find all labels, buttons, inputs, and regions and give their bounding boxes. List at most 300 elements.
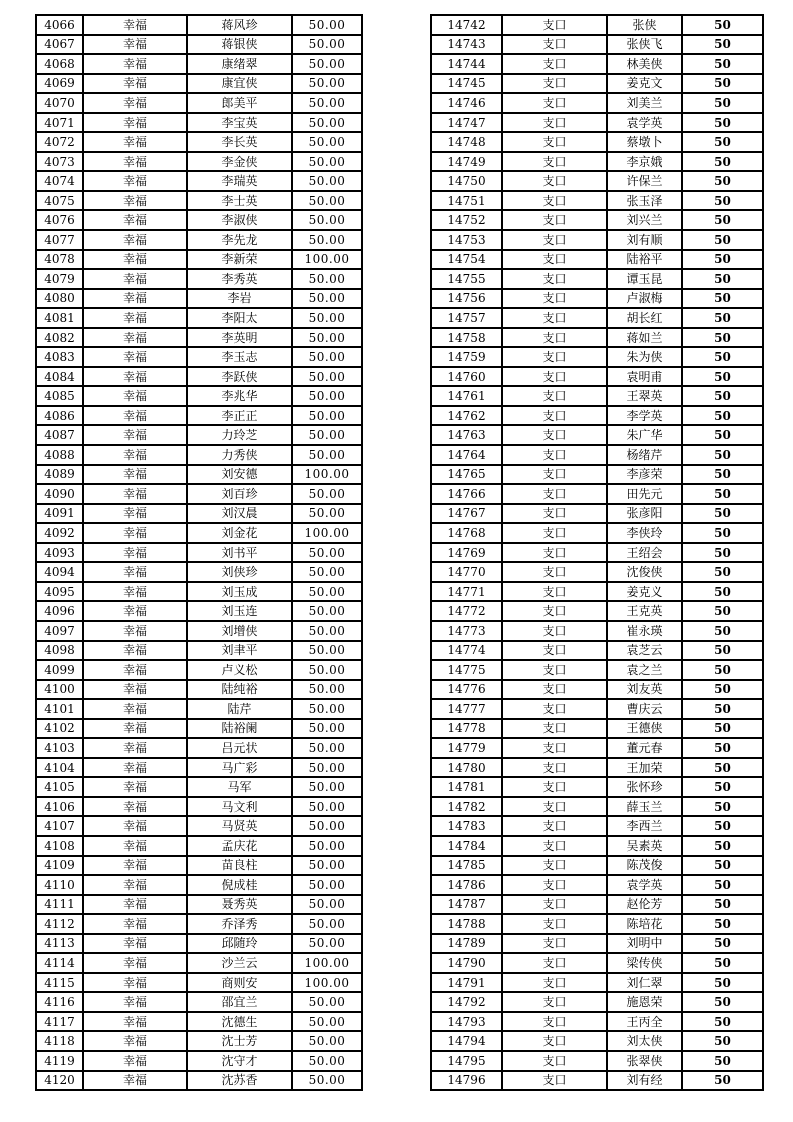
person-name-cell: 刘增侠: [187, 621, 292, 641]
group-name-cell: 支口: [502, 504, 607, 524]
amount-cell: 50: [682, 308, 763, 328]
group-name-cell: 支口: [502, 406, 607, 426]
person-name-cell: 陆芹: [187, 699, 292, 719]
table-row: [36, 719, 362, 739]
table-row: [36, 152, 362, 172]
group-name-cell: 幸福: [83, 308, 187, 328]
serial-number-cell: 4071: [36, 113, 83, 133]
person-name-cell: 卢义松: [187, 660, 292, 680]
amount-cell: 50: [682, 269, 763, 289]
person-name-cell: 刘兴兰: [607, 210, 682, 230]
amount-cell: 50.00: [292, 992, 362, 1012]
serial-number-cell: 4068: [36, 54, 83, 74]
table-row: [36, 269, 362, 289]
serial-number-cell: 4116: [36, 992, 83, 1012]
serial-number-cell: 14762: [431, 406, 502, 426]
serial-number-cell: 4117: [36, 1012, 83, 1032]
serial-number-cell: 14750: [431, 171, 502, 191]
table-row: [431, 582, 763, 602]
person-name-cell: 施恩荣: [607, 992, 682, 1012]
serial-number-cell: 4070: [36, 93, 83, 113]
group-name-cell: 支口: [502, 836, 607, 856]
amount-cell: 50: [682, 152, 763, 172]
table-row: [36, 797, 362, 817]
amount-cell: 50: [682, 680, 763, 700]
amount-cell: 50.00: [292, 35, 362, 55]
serial-number-cell: 14794: [431, 1031, 502, 1051]
amount-cell: 50.00: [292, 875, 362, 895]
serial-number-cell: 4072: [36, 132, 83, 152]
person-name-cell: 沈士芳: [187, 1031, 292, 1051]
group-name-cell: 支口: [502, 621, 607, 641]
person-name-cell: 张彦阳: [607, 504, 682, 524]
table-row: [431, 934, 763, 954]
table-row: [431, 777, 763, 797]
person-name-cell: 马军: [187, 777, 292, 797]
person-name-cell: 康宜侠: [187, 74, 292, 94]
serial-number-cell: 4076: [36, 210, 83, 230]
group-name-cell: 支口: [502, 523, 607, 543]
table-row: [431, 386, 763, 406]
serial-number-cell: 4105: [36, 777, 83, 797]
group-name-cell: 幸福: [83, 406, 187, 426]
group-name-cell: 支口: [502, 269, 607, 289]
group-name-cell: 幸福: [83, 738, 187, 758]
table-row: [36, 308, 362, 328]
serial-number-cell: 4113: [36, 934, 83, 954]
person-name-cell: 杨绪芹: [607, 445, 682, 465]
group-name-cell: 幸福: [83, 758, 187, 778]
serial-number-cell: 14782: [431, 797, 502, 817]
serial-number-cell: 4074: [36, 171, 83, 191]
table-row: [431, 562, 763, 582]
amount-cell: 50.00: [292, 895, 362, 915]
serial-number-cell: 14786: [431, 875, 502, 895]
person-name-cell: 王翠英: [607, 386, 682, 406]
serial-number-cell: 14776: [431, 680, 502, 700]
table-row: [431, 445, 763, 465]
serial-number-cell: 14753: [431, 230, 502, 250]
person-name-cell: 李玉志: [187, 347, 292, 367]
amount-cell: 50: [682, 171, 763, 191]
table-row: [431, 465, 763, 485]
group-name-cell: 支口: [502, 54, 607, 74]
serial-number-cell: 14766: [431, 484, 502, 504]
person-name-cell: 张翠侠: [607, 1051, 682, 1071]
person-name-cell: 刘百珍: [187, 484, 292, 504]
table-row: [36, 328, 362, 348]
amount-cell: 50.00: [292, 660, 362, 680]
amount-cell: 50: [682, 953, 763, 973]
table-row: [36, 347, 362, 367]
serial-number-cell: 4066: [36, 15, 83, 35]
person-name-cell: 沈苏香: [187, 1071, 292, 1091]
group-name-cell: 幸福: [83, 289, 187, 309]
serial-number-cell: 14768: [431, 523, 502, 543]
amount-cell: 50.00: [292, 347, 362, 367]
person-name-cell: 李岩: [187, 289, 292, 309]
table-row: [36, 406, 362, 426]
table-row: [431, 738, 763, 758]
table-row: [431, 543, 763, 563]
table-row: [431, 816, 763, 836]
serial-number-cell: 4120: [36, 1071, 83, 1091]
table-row: [431, 328, 763, 348]
table-row: [431, 289, 763, 309]
person-name-cell: 邱随玲: [187, 934, 292, 954]
amount-cell: 50.00: [292, 719, 362, 739]
group-name-cell: 支口: [502, 347, 607, 367]
table-row: [36, 425, 362, 445]
amount-cell: 50: [682, 895, 763, 915]
group-name-cell: 幸福: [83, 15, 187, 35]
amount-cell: 50.00: [292, 797, 362, 817]
amount-cell: 50.00: [292, 680, 362, 700]
person-name-cell: 梁传侠: [607, 953, 682, 973]
person-name-cell: 朱广华: [607, 425, 682, 445]
person-name-cell: 马贤英: [187, 816, 292, 836]
group-name-cell: 支口: [502, 973, 607, 993]
table-row: [36, 1051, 362, 1071]
table-row: [431, 758, 763, 778]
serial-number-cell: 4097: [36, 621, 83, 641]
group-name-cell: 支口: [502, 171, 607, 191]
person-name-cell: 聂秀英: [187, 895, 292, 915]
table-row: [36, 210, 362, 230]
group-name-cell: 幸福: [83, 523, 187, 543]
person-name-cell: 袁之兰: [607, 660, 682, 680]
amount-cell: 100.00: [292, 250, 362, 270]
person-name-cell: 陆纯裕: [187, 680, 292, 700]
serial-number-cell: 4098: [36, 641, 83, 661]
serial-number-cell: 14789: [431, 934, 502, 954]
person-name-cell: 李宝英: [187, 113, 292, 133]
person-name-cell: 刘太侠: [607, 1031, 682, 1051]
group-name-cell: 支口: [502, 680, 607, 700]
serial-number-cell: 14764: [431, 445, 502, 465]
person-name-cell: 沈守才: [187, 1051, 292, 1071]
serial-number-cell: 4094: [36, 562, 83, 582]
group-name-cell: 支口: [502, 816, 607, 836]
amount-cell: 50.00: [292, 54, 362, 74]
amount-cell: 50: [682, 132, 763, 152]
amount-cell: 50: [682, 875, 763, 895]
amount-cell: 50.00: [292, 621, 362, 641]
amount-cell: 100.00: [292, 953, 362, 973]
table-row: [431, 973, 763, 993]
table-row: [431, 856, 763, 876]
amount-cell: 50.00: [292, 210, 362, 230]
group-name-cell: 支口: [502, 856, 607, 876]
table-row: [36, 601, 362, 621]
person-name-cell: 陈培花: [607, 914, 682, 934]
person-name-cell: 刘有顺: [607, 230, 682, 250]
amount-cell: 50.00: [292, 445, 362, 465]
table-row: [36, 1012, 362, 1032]
person-name-cell: 李淑侠: [187, 210, 292, 230]
amount-cell: 50.00: [292, 856, 362, 876]
person-name-cell: 张怀珍: [607, 777, 682, 797]
person-name-cell: 卢淑梅: [607, 289, 682, 309]
amount-cell: 50.00: [292, 132, 362, 152]
person-name-cell: 康绪翠: [187, 54, 292, 74]
table-row: [36, 35, 362, 55]
table-row: [431, 895, 763, 915]
amount-cell: 50: [682, 15, 763, 35]
amount-cell: 50.00: [292, 15, 362, 35]
person-name-cell: 李金侠: [187, 152, 292, 172]
group-name-cell: 幸福: [83, 93, 187, 113]
person-name-cell: 刘美兰: [607, 93, 682, 113]
amount-cell: 50: [682, 74, 763, 94]
group-name-cell: 支口: [502, 914, 607, 934]
person-name-cell: 薛玉兰: [607, 797, 682, 817]
person-name-cell: 李先龙: [187, 230, 292, 250]
amount-cell: 50: [682, 914, 763, 934]
amount-cell: 50: [682, 973, 763, 993]
person-name-cell: 袁学英: [607, 875, 682, 895]
group-name-cell: 支口: [502, 113, 607, 133]
group-name-cell: 支口: [502, 719, 607, 739]
person-name-cell: 刘聿平: [187, 641, 292, 661]
amount-cell: 50.00: [292, 641, 362, 661]
table-row: [431, 523, 763, 543]
group-name-cell: 支口: [502, 484, 607, 504]
serial-number-cell: 14783: [431, 816, 502, 836]
table-row: [431, 191, 763, 211]
amount-cell: 50: [682, 504, 763, 524]
serial-number-cell: 14790: [431, 953, 502, 973]
serial-number-cell: 14760: [431, 367, 502, 387]
person-name-cell: 陆裕平: [607, 250, 682, 270]
group-name-cell: 支口: [502, 797, 607, 817]
person-name-cell: 李西兰: [607, 816, 682, 836]
group-name-cell: 支口: [502, 425, 607, 445]
amount-cell: 50: [682, 777, 763, 797]
person-name-cell: 王德侠: [607, 719, 682, 739]
serial-number-cell: 14771: [431, 582, 502, 602]
person-name-cell: 袁明甫: [607, 367, 682, 387]
table-row: [431, 992, 763, 1012]
table-row: [36, 934, 362, 954]
table-row: [431, 699, 763, 719]
serial-number-cell: 4107: [36, 816, 83, 836]
group-name-cell: 幸福: [83, 699, 187, 719]
group-name-cell: 幸福: [83, 1051, 187, 1071]
table-row: [36, 895, 362, 915]
person-name-cell: 王绍会: [607, 543, 682, 563]
group-name-cell: 支口: [502, 1071, 607, 1091]
serial-number-cell: 14777: [431, 699, 502, 719]
amount-cell: 50.00: [292, 289, 362, 309]
amount-cell: 50: [682, 347, 763, 367]
amount-cell: 50: [682, 386, 763, 406]
person-name-cell: 蒋银侠: [187, 35, 292, 55]
person-name-cell: 田先元: [607, 484, 682, 504]
serial-number-cell: 4092: [36, 523, 83, 543]
table-row: [431, 1051, 763, 1071]
serial-number-cell: 14784: [431, 836, 502, 856]
serial-number-cell: 14785: [431, 856, 502, 876]
group-name-cell: 支口: [502, 758, 607, 778]
serial-number-cell: 14748: [431, 132, 502, 152]
serial-number-cell: 4108: [36, 836, 83, 856]
person-name-cell: 刘汉晨: [187, 504, 292, 524]
group-name-cell: 支口: [502, 738, 607, 758]
table-row: [36, 132, 362, 152]
group-name-cell: 支口: [502, 250, 607, 270]
serial-number-cell: 14792: [431, 992, 502, 1012]
serial-number-cell: 14767: [431, 504, 502, 524]
serial-number-cell: 14788: [431, 914, 502, 934]
table-row: [36, 465, 362, 485]
group-name-cell: 支口: [502, 93, 607, 113]
group-name-cell: 幸福: [83, 1031, 187, 1051]
person-name-cell: 李士英: [187, 191, 292, 211]
group-name-cell: 幸福: [83, 465, 187, 485]
amount-cell: 50.00: [292, 738, 362, 758]
table-row: [36, 171, 362, 191]
amount-cell: 50: [682, 1012, 763, 1032]
person-name-cell: 张侠飞: [607, 35, 682, 55]
person-name-cell: 蔡墩卜: [607, 132, 682, 152]
group-name-cell: 支口: [502, 953, 607, 973]
person-name-cell: 蒋如兰: [607, 328, 682, 348]
group-name-cell: 幸福: [83, 269, 187, 289]
group-name-cell: 幸福: [83, 601, 187, 621]
serial-number-cell: 14758: [431, 328, 502, 348]
serial-number-cell: 14770: [431, 562, 502, 582]
group-name-cell: 支口: [502, 543, 607, 563]
group-name-cell: 幸福: [83, 895, 187, 915]
amount-cell: 50.00: [292, 504, 362, 524]
table-row: [431, 250, 763, 270]
serial-number-cell: 14743: [431, 35, 502, 55]
table-row: [431, 367, 763, 387]
table-row: [36, 54, 362, 74]
amount-cell: 50.00: [292, 699, 362, 719]
person-name-cell: 刘金花: [187, 523, 292, 543]
person-name-cell: 沈德生: [187, 1012, 292, 1032]
serial-number-cell: 14759: [431, 347, 502, 367]
person-name-cell: 刘友英: [607, 680, 682, 700]
amount-cell: 50.00: [292, 582, 362, 602]
group-name-cell: 支口: [502, 875, 607, 895]
group-name-cell: 支口: [502, 699, 607, 719]
group-name-cell: 支口: [502, 582, 607, 602]
table-row: [431, 132, 763, 152]
serial-number-cell: 4112: [36, 914, 83, 934]
group-name-cell: 支口: [502, 386, 607, 406]
table-row: [431, 74, 763, 94]
amount-cell: 50.00: [292, 836, 362, 856]
amount-cell: 50: [682, 445, 763, 465]
amount-cell: 50.00: [292, 758, 362, 778]
person-name-cell: 吴素英: [607, 836, 682, 856]
amount-cell: 50.00: [292, 934, 362, 954]
amount-cell: 50.00: [292, 74, 362, 94]
serial-number-cell: 4103: [36, 738, 83, 758]
serial-number-cell: 4080: [36, 289, 83, 309]
amount-cell: 50: [682, 328, 763, 348]
amount-cell: 50: [682, 582, 763, 602]
table-row: [36, 777, 362, 797]
serial-number-cell: 4093: [36, 543, 83, 563]
group-name-cell: 幸福: [83, 621, 187, 641]
amount-cell: 50.00: [292, 171, 362, 191]
serial-number-cell: 4101: [36, 699, 83, 719]
group-name-cell: 幸福: [83, 719, 187, 739]
amount-cell: 50: [682, 1051, 763, 1071]
serial-number-cell: 4086: [36, 406, 83, 426]
serial-number-cell: 4119: [36, 1051, 83, 1071]
amount-cell: 50.00: [292, 386, 362, 406]
table-row: [431, 54, 763, 74]
person-name-cell: 刘明中: [607, 934, 682, 954]
person-name-cell: 倪成桂: [187, 875, 292, 895]
table-row: [36, 1071, 362, 1091]
person-name-cell: 刘书平: [187, 543, 292, 563]
amount-cell: 50: [682, 836, 763, 856]
person-name-cell: 力玲芝: [187, 425, 292, 445]
amount-cell: 50.00: [292, 308, 362, 328]
table-row: [36, 113, 362, 133]
amount-cell: 50.00: [292, 601, 362, 621]
amount-cell: 50: [682, 484, 763, 504]
amount-cell: 50: [682, 543, 763, 563]
amount-cell: 50: [682, 992, 763, 1012]
table-row: [431, 152, 763, 172]
group-name-cell: 支口: [502, 15, 607, 35]
amount-cell: 50.00: [292, 777, 362, 797]
person-name-cell: 马广彩: [187, 758, 292, 778]
table-row: [36, 15, 362, 35]
person-name-cell: 李跃侠: [187, 367, 292, 387]
person-name-cell: 李侠玲: [607, 523, 682, 543]
table-row: [36, 973, 362, 993]
group-name-cell: 幸福: [83, 171, 187, 191]
serial-number-cell: 14751: [431, 191, 502, 211]
serial-number-cell: 4110: [36, 875, 83, 895]
person-name-cell: 马文利: [187, 797, 292, 817]
amount-cell: 50: [682, 367, 763, 387]
serial-number-cell: 4087: [36, 425, 83, 445]
table-row: [36, 562, 362, 582]
amount-cell: 50: [682, 250, 763, 270]
group-name-cell: 幸福: [83, 191, 187, 211]
table-row: [36, 445, 362, 465]
group-name-cell: 幸福: [83, 543, 187, 563]
group-name-cell: 幸福: [83, 875, 187, 895]
serial-number-cell: 4099: [36, 660, 83, 680]
table-row: [431, 641, 763, 661]
person-name-cell: 胡长红: [607, 308, 682, 328]
table-row: [431, 1071, 763, 1091]
group-name-cell: 支口: [502, 895, 607, 915]
serial-number-cell: 4102: [36, 719, 83, 739]
person-name-cell: 崔永瑛: [607, 621, 682, 641]
table-row: [36, 758, 362, 778]
amount-cell: 50: [682, 797, 763, 817]
person-name-cell: 李正正: [187, 406, 292, 426]
person-name-cell: 蒋风珍: [187, 15, 292, 35]
serial-number-cell: 4077: [36, 230, 83, 250]
table-row: [431, 953, 763, 973]
amount-cell: 50: [682, 621, 763, 641]
serial-number-cell: 14754: [431, 250, 502, 270]
amount-cell: 50.00: [292, 562, 362, 582]
amount-cell: 50: [682, 1071, 763, 1091]
